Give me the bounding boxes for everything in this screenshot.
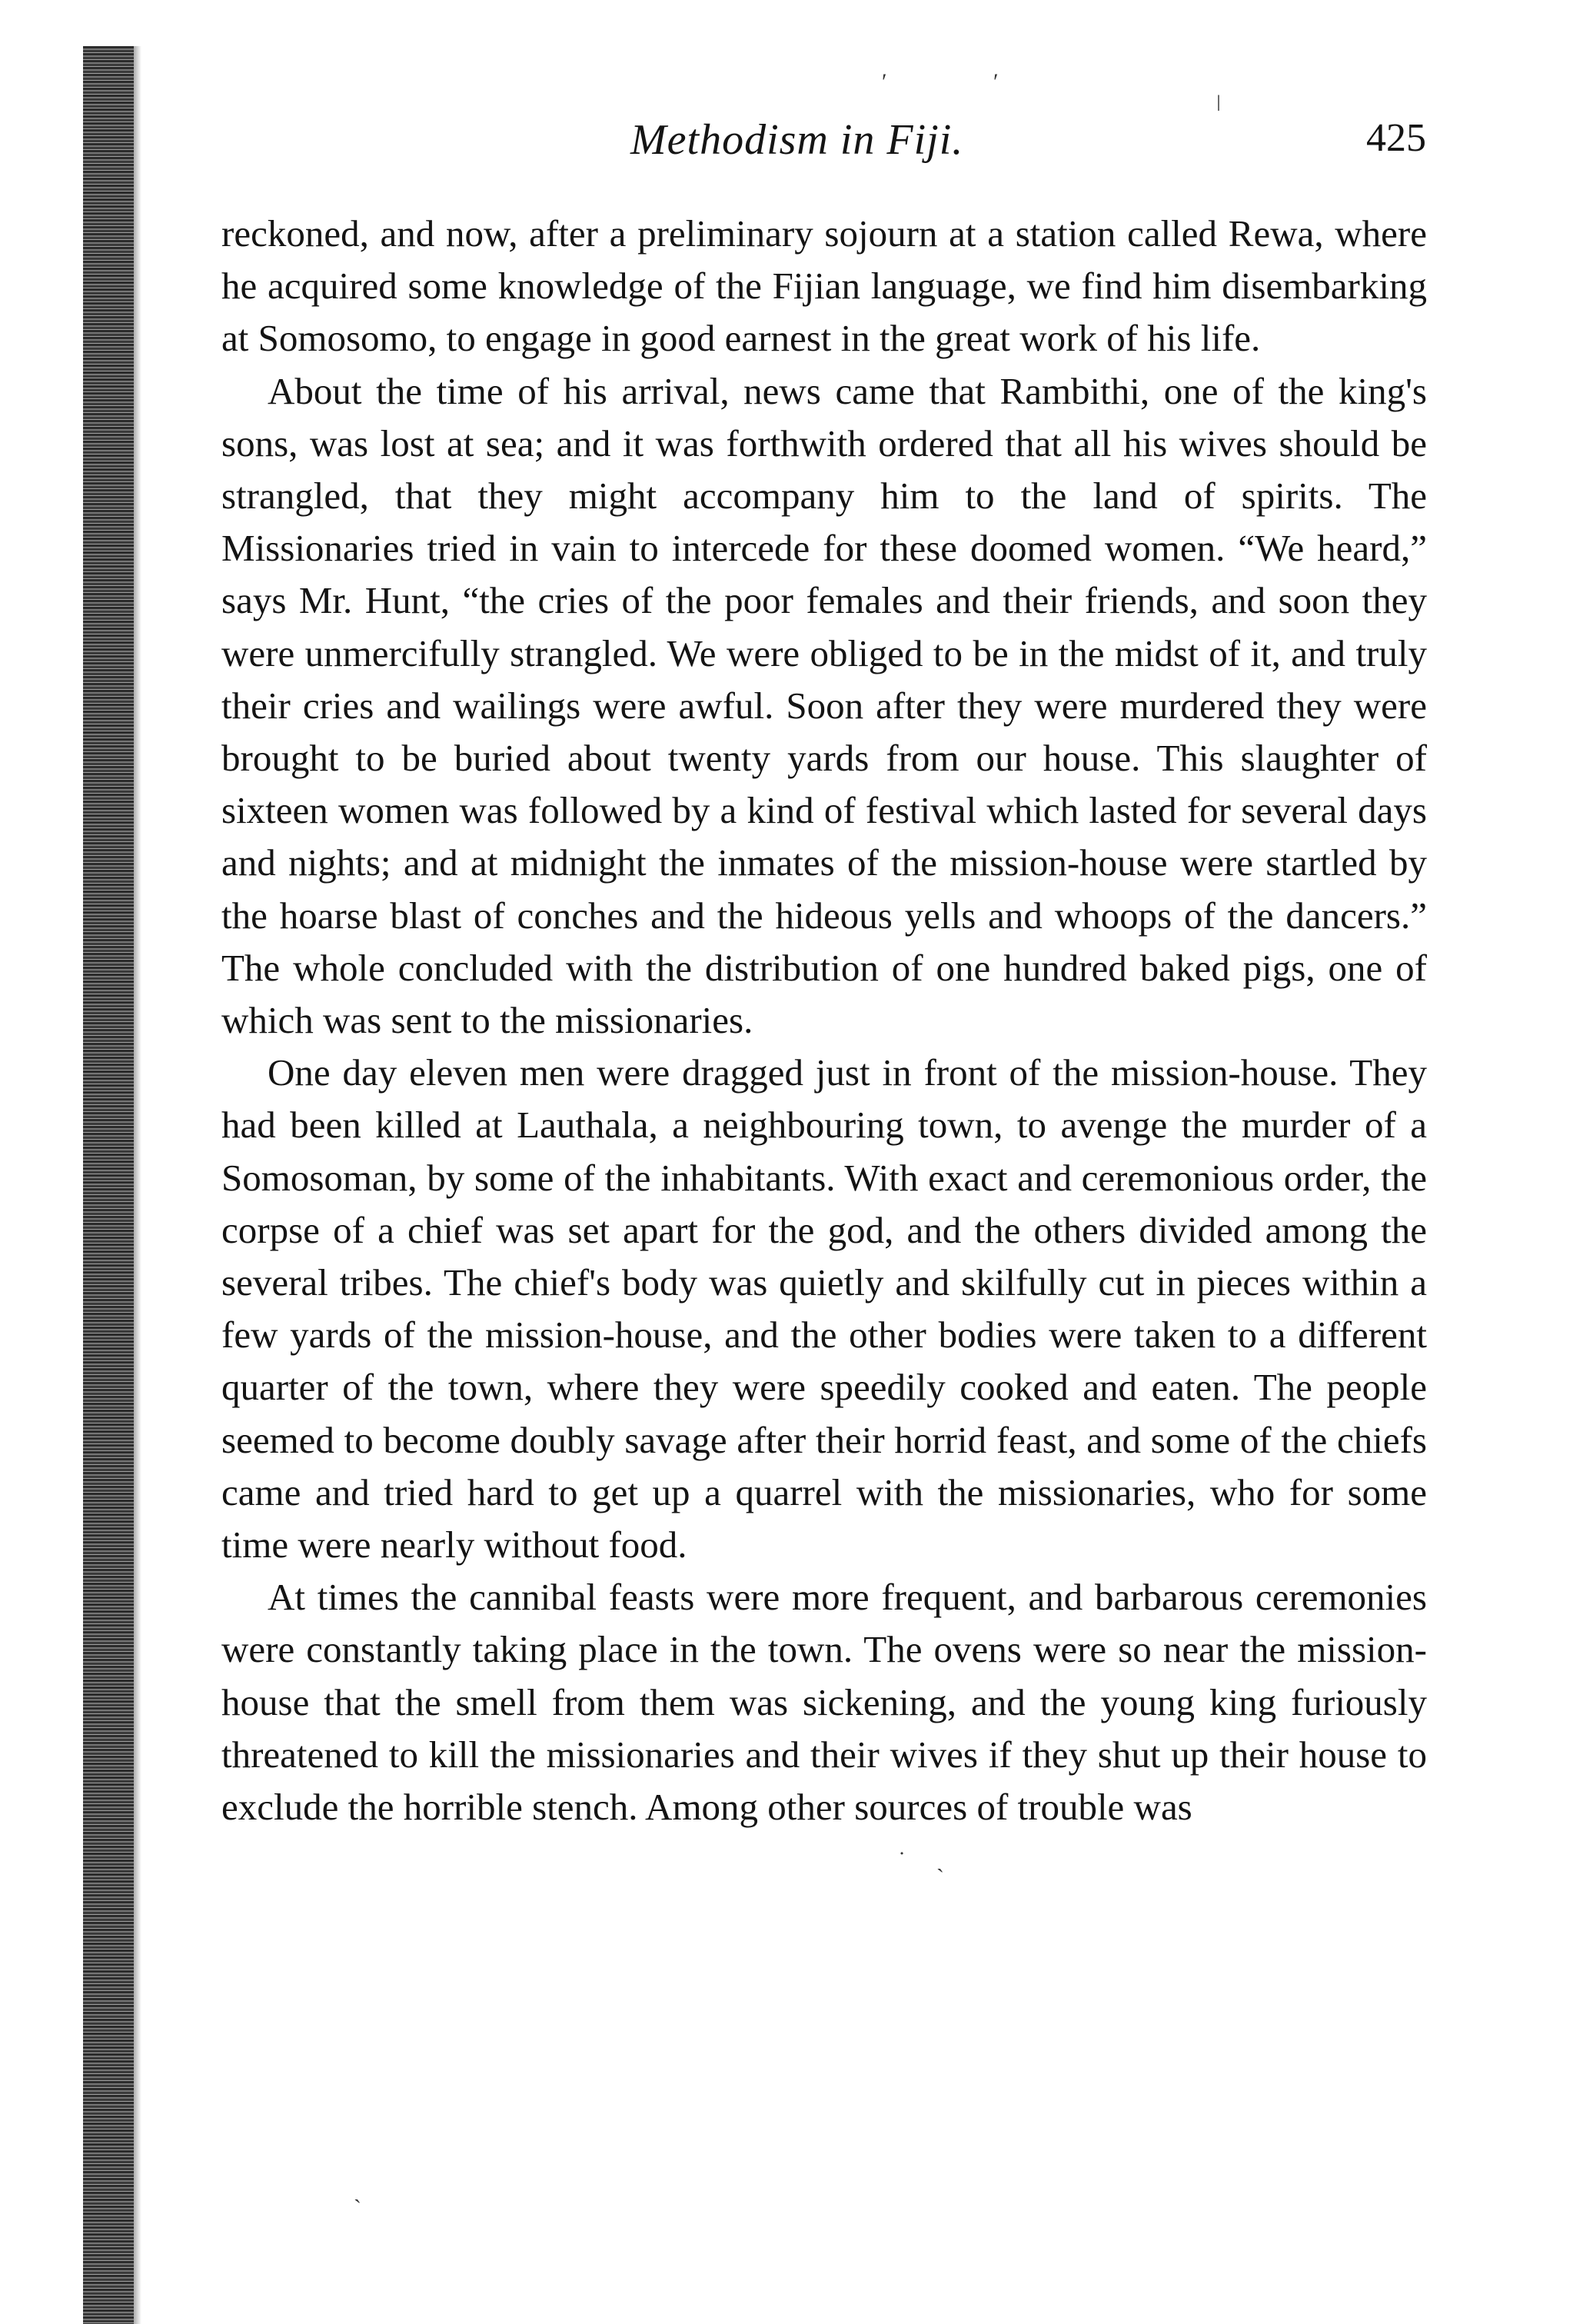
print-speck: ʹ	[882, 69, 887, 95]
print-speck: ˏ	[936, 1847, 944, 1873]
paragraph-3: One day eleven men were dragged just in front of the mission-house. They had been killed at Lauthala, a neighbouring town, to avenge the murder of a Somosoman, by some of the inhabitants. With exact and ceremonious order, the corpse of a chief was set apart for the god, and the others divided among the several tribes. The chief's body was quietly and skilfully cut in pieces within a few yards of the mission-house, and the other bodies were taken to a different quarter of the town, where they were speedily cooked and eaten. The people seemed to become doubly savage after their horrid feast, and some of the chiefs came and tried hard to get up a quarrel with the missionaries, who for some time were nearly without food.	[221, 1051, 1427, 1567]
print-speck: ˏ	[354, 2178, 361, 2203]
print-speck: ʹ	[993, 69, 999, 95]
paragraph-1: reckoned, and now, after a preliminary sojourn at a station called Rewa, where he acquired some knowledge of the Fijian language, we find him disembarking at Somosomo, to engage in good earnest in the great work of his life.	[221, 212, 1427, 360]
paragraph-4: At times the cannibal feasts were more frequent, and barbarous ceremonies were constantly taking place in the town. The ovens were so near the mission-house that the smell from them was sickening, and the young king furiously threatened to kill the missionaries and their wives if they shut up their house to exclude the horrible stench. Among other sources of trouble was	[221, 1576, 1427, 1829]
binding-edge	[83, 46, 134, 2324]
paragraph-2: About the time of his arrival, news came that Rambithi, one of the king's sons, was lost at sea; and it was forthwith ordered that all his wives should be strangled, that they might accompany him to the land of spirits. The Missionaries tried in vain to intercede for these doomed women. “We heard,” says Mr. Hunt, “the cries of the poor females and their friends, and soon they were unmercifully strangled. We were obliged to be in the midst of it, and truly their cries and wailings were awful. Soon after they were murdered they were brought to be buried about twenty yards from our house. This slaughter of sixteen women was followed by a kind of festival which lasted for several days and nights; and at midnight the inmates of the mission-house were startled by the hoarse blast of conches and the hideous yells and whoops of the dancers.” The whole concluded with the distribution of one hundred baked pigs, one of which was sent to the missionaries.	[221, 369, 1427, 1042]
running-title: Methodism in Fiji.	[630, 116, 964, 164]
print-speck: ˙	[898, 1847, 906, 1873]
page-header	[227, 115, 1426, 169]
page-number: 425	[1366, 116, 1426, 160]
body-text	[221, 208, 1427, 1833]
print-speck: ǀ	[1216, 91, 1222, 116]
